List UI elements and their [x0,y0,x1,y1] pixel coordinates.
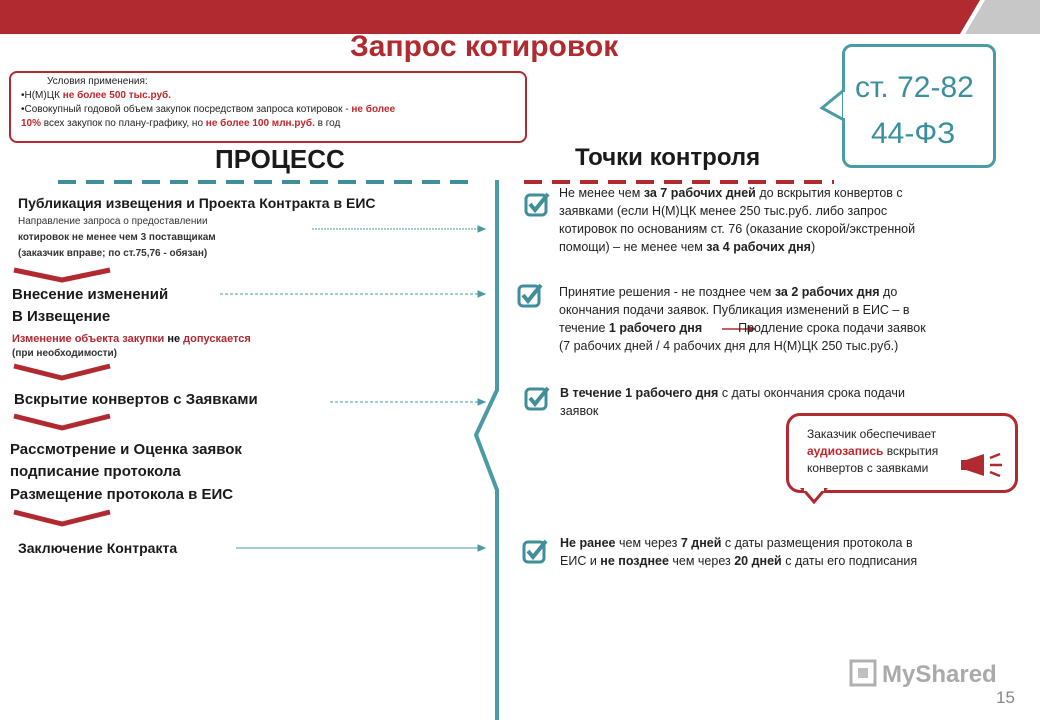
chevron-down-icon [14,366,110,378]
step-changes-line2: В Извещение [12,308,111,325]
step-changes-note: Изменение объекта закупки не допускается [12,333,251,345]
step-changes-line1: Внесение изменений [12,286,169,303]
law-number: 44-ФЗ [871,117,956,150]
step-publication-note-1: Направление запроса о предоставлении [18,216,208,227]
checkbox-icon [517,282,543,308]
control-point-4: Не ранее чем через 7 дней с даты размещения протокола в ЕИС и не позднее чем через 20 дней с даты его подписания [560,536,918,568]
step-review-line1: Рассмотрение и Оценка заявок [10,441,242,458]
conditions-header: Условия применения: [47,76,148,87]
step-opening: Вскрытие конвертов с Заявками [14,391,258,408]
condition-volume: •Совокупный годовой объем закупок посредством запроса котировок - не более 10% всех закупок по плану-графику, но не более 100 млн.руб. в год [21,104,396,129]
page-title: Запрос котировок [350,30,619,63]
control-point-3: В течение 1 рабочего дня с даты окончания срока подачи заявок [560,386,905,418]
step-review-line3: Размещение протокола в ЕИС [10,486,234,503]
callout-tail [800,488,830,504]
control-point-1: Не менее чем за 7 рабочих дней до вскрытия конвертов с заявками (если Н(М)ЦК менее 250 тыс.руб. либо запрос котировок по основаниям ст. 76 (оказание скорой/экстренной помощи) – не менее чем за 4 рабочих дня) [559,186,916,254]
step-contract: Заключение Контракта [18,540,178,556]
checkbox-icon [524,385,550,411]
watermark: MyShared [882,661,997,688]
page-number: 15 [996,688,1015,707]
audio-recording-callout: Заказчик обеспечивает аудиозапись вскрытия конвертов с заявками [786,413,1018,493]
condition-price: •Н(М)ЦК не более 500 тыс.руб. [21,90,171,101]
step-changes-note-2: (при необходимости) [12,348,118,359]
process-heading: ПРОЦЕСС [215,144,345,174]
chevron-down-icon [14,512,110,524]
control-point-2: Принятие решения - не позднее чем за 2 рабочих дня до окончания подачи заявок. Публикация изменений в ЕИС – в течение 1 рабочего дня Продление срока подачи заявок (7 рабочих дней / 4 рабочих дня для Н(М)ЦК 250 тыс.руб.) [559,285,926,353]
chevron-down-icon [14,270,110,280]
watermark-logo-icon [848,658,878,688]
step-review-line2: подписание протокола [10,463,181,480]
law-articles: ст. 72-82 [855,71,974,104]
chevron-down-icon [14,416,110,428]
step-publication: Публикация извещения и Проекта Контракта в ЕИС [18,195,376,211]
step-publication-note-3: (заказчик вправе; по ст.75,76 - обязан) [18,248,208,259]
checkbox-icon [522,538,548,564]
step-publication-note-2: котировок не менее чем 3 поставщикам [18,232,216,243]
checkbox-icon [524,191,550,217]
megaphone-icon [960,450,1006,480]
control-heading: Точки контроля [575,144,761,171]
